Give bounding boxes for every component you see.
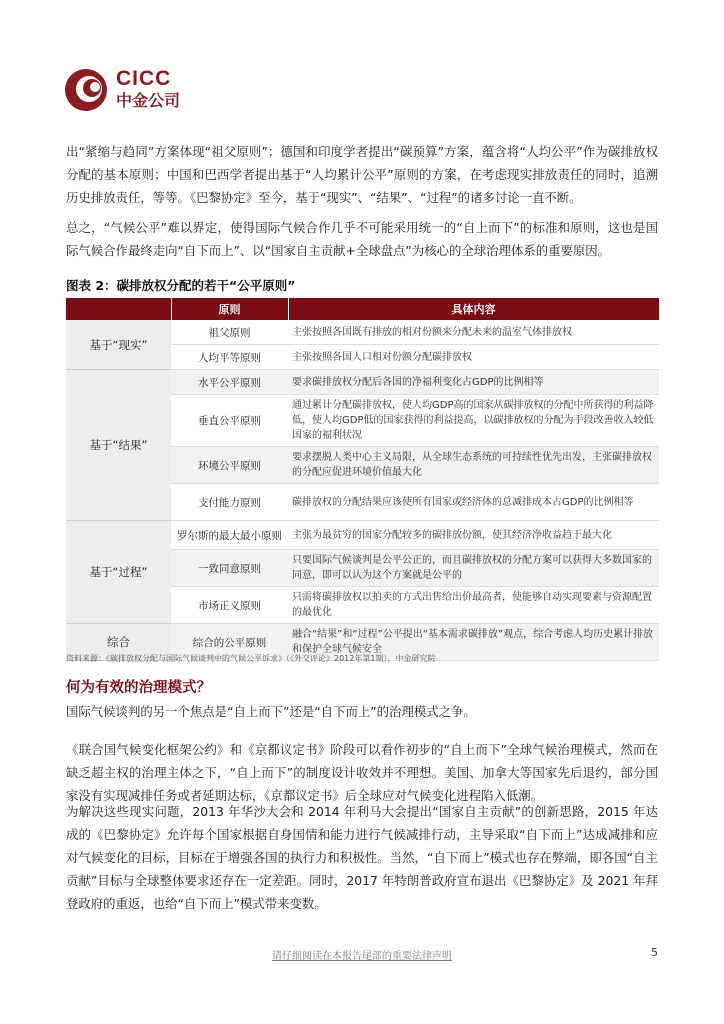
principle-cell: 一致同意原则 <box>171 550 288 587</box>
group-cell-process: 基于“过程” <box>66 521 171 624</box>
content-cell: 碳排放权的分配结果应该使所有国家或经济体的总减排成本占GDP的比例相等 <box>288 484 659 521</box>
body-paragraph: 总之，“气候公平”难以界定，使得国际气候合作几乎不可能采用统一的“自上而下”的标准和原则，这也是国际气候合作最终走向“自下而上”、以“国家自主贡献+全球盘点”为核心的全球治理体系的重要原因。 <box>66 220 658 258</box>
principle-cell: 水平公平原则 <box>171 370 288 395</box>
table-row <box>66 370 659 395</box>
content-cell: 只需将碳排放权以拍卖的方式出售给出价最高者，使能够自动实现要素与资源配置的最优化 <box>288 587 659 624</box>
group-cell-result: 基于“结果” <box>66 370 171 521</box>
content-cell: 要求摆脱人类中心主义局限，从全球生态系统的可持续性优先出发，主张碳排放权的分配应促进环境价值最大化 <box>288 447 659 484</box>
principle-cell: 市场正义原则 <box>171 587 288 624</box>
table-header-blank <box>66 298 171 320</box>
content-cell: 要求碳排放权分配后各国的净福利变化占GDP的比例相等 <box>288 370 659 395</box>
content-cell: 只要国际气候谈判是公平公正的，而且碳排放权的分配方案可以获得大多数国家的同意，即可以认为这个方案就是公平的 <box>288 550 659 587</box>
table-header-principle: 原则 <box>171 298 288 320</box>
table-header-row <box>66 298 659 320</box>
table-row <box>66 521 659 550</box>
content-cell: 主张为最贫穷的国家分配较多的碳排放份额，使其经济净收益趋于最大化 <box>288 521 659 550</box>
logo-chinese: 中金公司 <box>116 91 181 110</box>
group-cell-reality: 基于“现实” <box>66 320 171 370</box>
principle-cell: 环境公平原则 <box>171 447 288 484</box>
logo-english: CICC <box>116 67 172 90</box>
principle-cell: 支付能力原则 <box>171 484 288 521</box>
legal-notice-link[interactable]: 请仔细阅读在本报告尾部的重要法律声明 <box>272 951 452 962</box>
principle-cell: 垂直公平原则 <box>171 395 288 447</box>
figure-title: 图表 2：碳排放权分配的若干“公平原则” <box>66 278 296 293</box>
content-cell: 融合“结果”和“过程”公平提出“基本需求碳排放”观点，综合考虑人均历史累计排放和保护全球气候安全 <box>288 624 659 661</box>
cicc-logo-icon <box>64 68 108 112</box>
page-number: 5 <box>651 946 658 959</box>
body-paragraph: 出“紧缩与趋同”方案体现“祖父原则”；德国和印度学者提出“碳预算”方案，蕴含将“人均公平”作为碳排放权分配的基本原则；中国和巴西学者提出基于“人均累计公平”原则的方案，在考虑现实排放责任的同时，追溯历史排放责任，等等。《巴黎协定》至今，基于“现实”、“结果”、“过程”的诸多讨论一直不断。 <box>66 144 658 205</box>
body-paragraph: 《联合国气候变化框架公约》和《京都议定书》阶段可以看作初步的“自上而下”全球气候治理模式，然而在缺乏超主权的治理主体之下，“自上而下”的制度设计收效并不理想。美国、加拿大等国家先后退约，部分国家没有实现减排任务或者延期达标，《京都议定书》后全球应对气候变化进程陷入低潮。 <box>66 742 658 803</box>
company-logo <box>64 64 214 116</box>
content-cell: 通过累计分配碳排放权，使人均GDP高的国家从碳排放权的分配中所获得的利益降低，使人均GDP低的国家获得的利益提高，以碳排放权的分配为手段改善收入较低国家的福利状况 <box>288 395 659 447</box>
fairness-principles-table <box>66 298 660 661</box>
content-cell: 主张按照各国人口相对份额分配碳排放权 <box>288 345 659 370</box>
body-paragraph: 为解决这些现实问题，2013 年华沙大会和 2014 年利马大会提出“国家自主贡献”的创新思路，2015 年达成的《巴黎协定》允许每个国家根据自身国情和能力进行气候减排行动，主导采取“自下而上”达成减排和应对气候变化的目标，目标在于增强各国的执行力和积极性。当然，“自下而上”模式也存在弊端，即各国“自主贡献”目标与全球整体要求还存在一定差距。同时，2017 年特朗普政府宣布退出《巴黎协定》及 2021 年拜登政府的重返，也给“自下而上”模式带来变数。 <box>66 804 658 911</box>
principle-cell: 综合的公平原则 <box>171 624 288 661</box>
figure-source: 资料来源：《碳排放权分配与国际气候谈判中的气候公平诉求》（《外交评论》2012年第1期），中金研究院 <box>66 654 436 663</box>
table-header-content: 具体内容 <box>288 298 659 320</box>
principle-cell: 人均平等原则 <box>171 345 288 370</box>
group-cell-comprehensive: 综合 <box>66 624 171 661</box>
body-paragraph: 国际气候谈判的另一个焦点是“自上而下”还是“自下而上”的治理模式之争。 <box>66 704 476 719</box>
principle-cell: 祖父原则 <box>171 320 288 345</box>
principle-cell: 罗尔斯的最大最小原则 <box>171 521 288 550</box>
section-heading: 何为有效的治理模式？ <box>66 680 211 696</box>
table-row <box>66 320 659 345</box>
content-cell: 主张按照各国既有排放的相对份额来分配未来的温室气体排放权 <box>288 320 659 345</box>
